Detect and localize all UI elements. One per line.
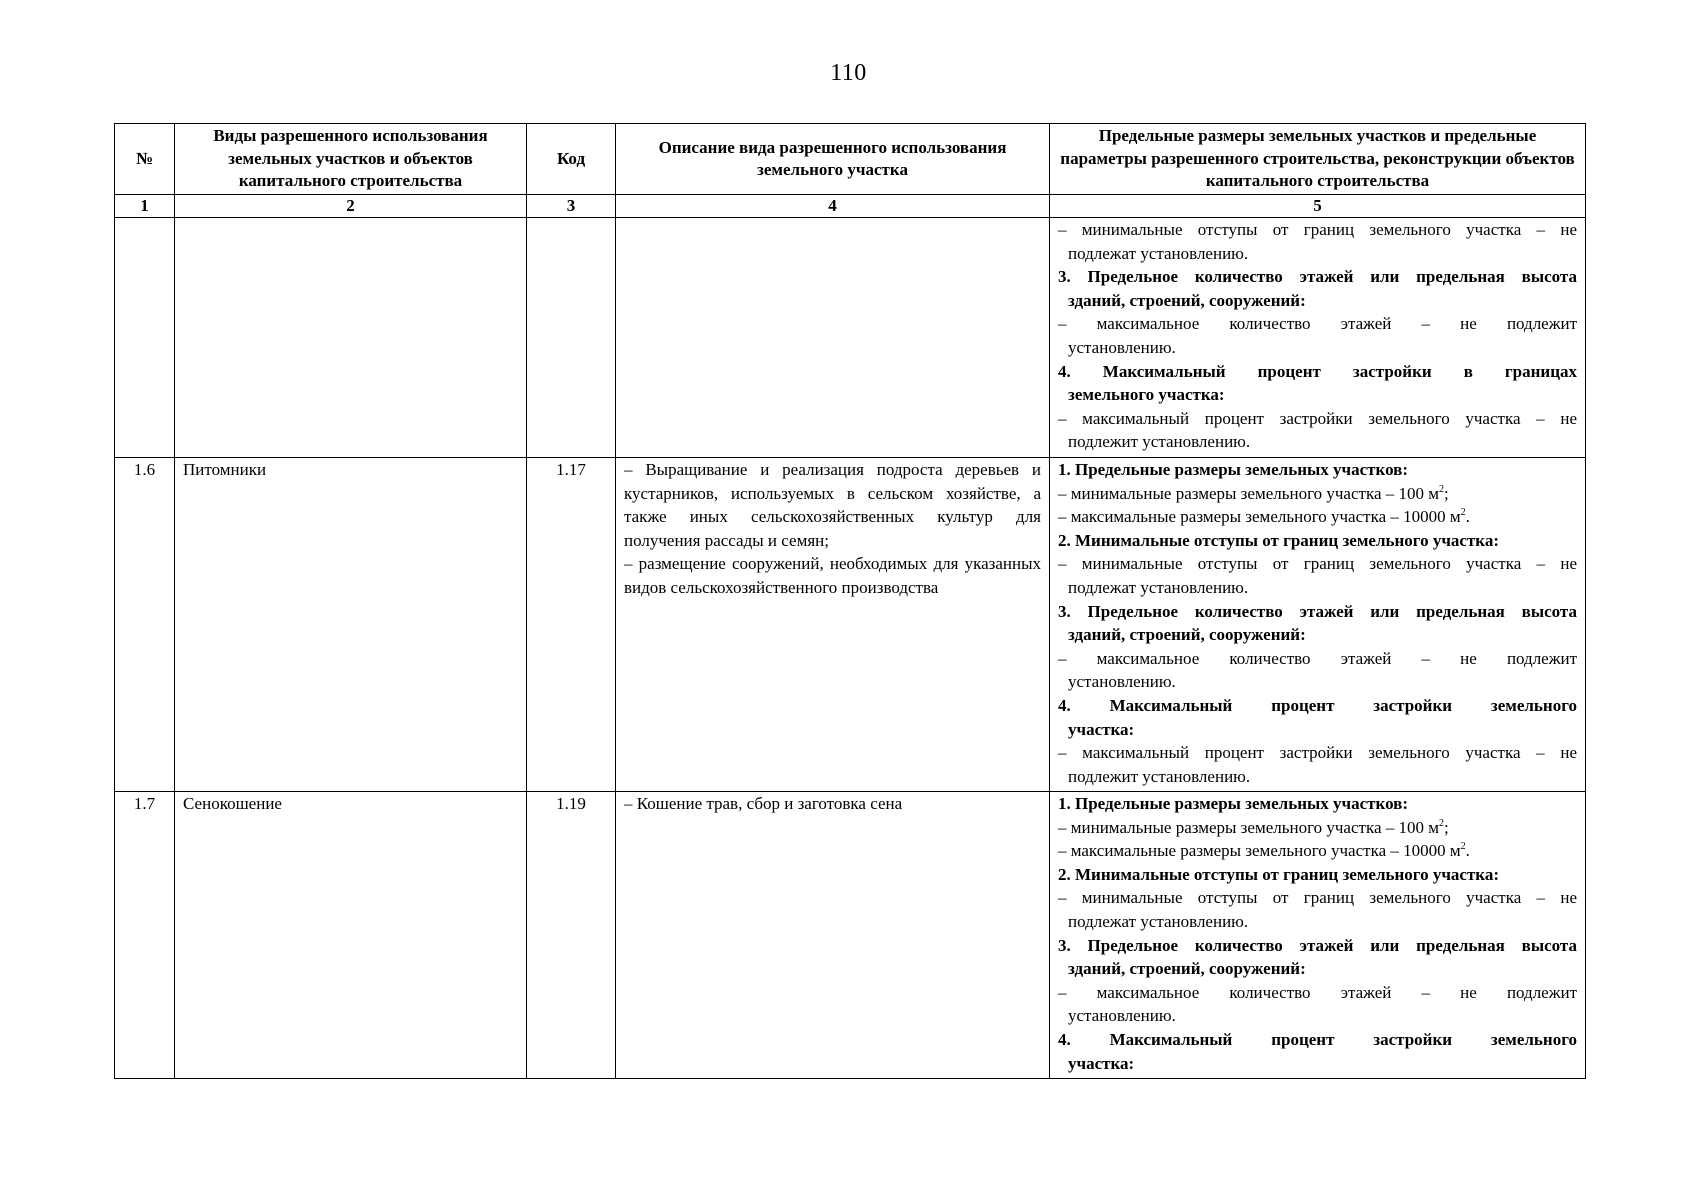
param-heading: 3. Предельное количество этажей или предельная высота зданий, строений, сооружений: xyxy=(1058,267,1577,310)
code-cell xyxy=(527,218,616,458)
description-paragraph: – Кошение трав, сбор и заготовка сена xyxy=(624,794,903,813)
page-number: 110 xyxy=(830,60,867,86)
column-number: 1 xyxy=(115,195,175,218)
param-line: – максимальное количество этажей – не подлежит установлению. xyxy=(1058,982,1577,1026)
param-line: – максимальное количество этажей – не подлежит установлению. xyxy=(1058,648,1577,692)
param-line: – максимальный процент застройки земельного участка – не подлежит установлению. xyxy=(1058,743,1577,786)
header-code: Код xyxy=(527,124,616,195)
code-cell: 1.17 xyxy=(527,458,616,792)
table-row-continuation xyxy=(115,218,1586,458)
param-heading: 2. Минимальные отступы от границ земельного участка: xyxy=(1058,530,1499,550)
column-number: 3 xyxy=(527,195,616,218)
param-heading: 1. Предельные размеры земельных участков: xyxy=(1058,794,1409,813)
code-cell: 1.19 xyxy=(527,792,616,1079)
description-paragraph: – Выращивание и реализация подроста деревьев и кустарников, используемых в сельском хозяйстве, а также иных сельскохозяйственных культур для получения рассады и семян; xyxy=(624,460,1041,550)
header-number: № xyxy=(115,124,175,195)
param-line: – минимальные размеры земельного участка – 100 $м^2$; xyxy=(1058,817,1449,837)
param-line: – максимальные размеры земельного участка – 10000 $м^2$. xyxy=(1058,507,1470,527)
description-cell xyxy=(616,792,1050,1079)
param-heading: 3. Предельное количество этажей или предельная высота зданий, строений, сооружений: xyxy=(1058,935,1577,979)
header-parameters: Предельные размеры земельных участков и предельные параметры разрешенного строительства, реконструкции объектов капитального строительства xyxy=(1050,124,1586,195)
header-description: Описание вида разрешенного использования земельного участка xyxy=(616,124,1050,195)
use-type-cell xyxy=(175,218,527,458)
param-line: – максимальные размеры земельного участка – 10000 $м^2$. xyxy=(1058,841,1470,861)
description-cell xyxy=(616,218,1050,458)
description-cell xyxy=(616,458,1050,792)
parameters-cell xyxy=(1050,792,1586,1079)
column-number: 4 xyxy=(616,195,1050,218)
description-paragraph: – размещение сооружений, необходимых для указанных видов сельскохозяйственного производства xyxy=(624,554,1041,597)
param-heading: 4. Максимальный процент застройки земельного участка: xyxy=(1058,695,1577,739)
header-use-type: Виды разрешенного использования земельных участков и объектов капитального строительства xyxy=(175,124,527,195)
param-line: – минимальные отступы от границ земельного участка – не подлежат установлению. xyxy=(1058,554,1577,597)
column-number: 2 xyxy=(175,195,527,218)
use-type-cell: Питомники xyxy=(175,458,527,792)
param-heading: 1. Предельные размеры земельных участков: xyxy=(1058,460,1409,479)
table-row-1-6 xyxy=(115,458,1586,792)
table-row-1-7 xyxy=(115,792,1586,1079)
param-line: – максимальное количество этажей – не подлежит установлению. xyxy=(1058,314,1577,357)
column-numbers-row xyxy=(115,195,1586,218)
param-line: – минимальные отступы от границ земельного участка – не подлежат установлению. xyxy=(1058,888,1577,931)
param-heading: 4. Максимальный процент застройки в границах земельного участка: xyxy=(1058,361,1577,405)
param-heading: 4. Максимальный процент застройки земельного участка: xyxy=(1058,1029,1577,1073)
column-number: 5 xyxy=(1050,195,1586,218)
param-heading: 2. Минимальные отступы от границ земельного участка: xyxy=(1058,864,1499,884)
param-heading: 3. Предельное количество этажей или предельная высота зданий, строений, сооружений: xyxy=(1058,601,1577,645)
parameters-cell xyxy=(1050,218,1586,458)
param-line: – максимальный процент застройки земельного участка – не подлежит установлению. xyxy=(1058,408,1577,452)
row-number-cell: 1.6 xyxy=(115,458,175,792)
param-line: – минимальные размеры земельного участка – 100 $м^2$; xyxy=(1058,483,1449,503)
use-type-cell: Сенокошение xyxy=(175,792,527,1079)
param-line: – минимальные отступы от границ земельного участка – не подлежат установлению. xyxy=(1058,220,1577,263)
land-use-regulations-table xyxy=(114,123,1586,1079)
table-header-row xyxy=(115,124,1586,195)
parameters-cell xyxy=(1050,458,1586,792)
row-number-cell: 1.7 xyxy=(115,792,175,1079)
row-number-cell xyxy=(115,218,175,458)
